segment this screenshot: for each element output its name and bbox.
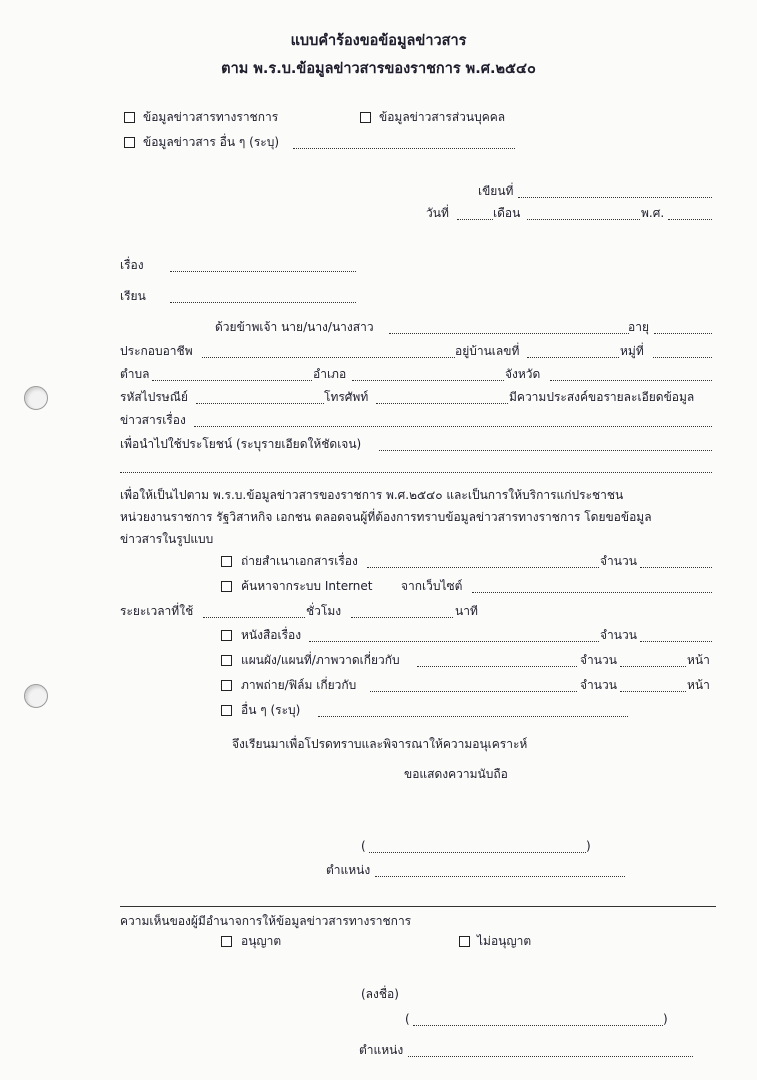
deny-label: ไม่อนุญาต (477, 934, 532, 948)
website-field[interactable] (472, 591, 712, 593)
phone-label: โทรศัพท์ (324, 390, 369, 404)
applicant-name-field[interactable] (389, 332, 629, 334)
minutes-label: นาที (455, 604, 478, 618)
internet-checkbox[interactable] (221, 581, 232, 592)
occupation-label: ประกอบอาชีพ (120, 344, 193, 358)
other-format-field[interactable] (318, 715, 628, 717)
written-at-field[interactable] (518, 196, 712, 198)
duration-minutes-field[interactable] (351, 616, 453, 618)
duration-label: ระยะเวลาที่ใช้ (120, 604, 194, 618)
tambon-label: ตำบล (120, 367, 150, 381)
section-divider (120, 906, 716, 907)
age-label: อายุ (628, 320, 649, 334)
month-field[interactable] (527, 218, 640, 220)
map-amount-label: จำนวน (580, 653, 617, 667)
other-format-checkbox[interactable] (221, 705, 232, 716)
tambon-field[interactable] (152, 379, 312, 381)
paragraph-line3: ข่าวสารในรูปแบบ (120, 532, 214, 546)
other-info-label: ข้อมูลข่าวสาร อื่น ๆ (ระบุ) (143, 135, 280, 149)
postcode-label: รหัสไปรษณีย์ (120, 390, 188, 404)
deny-checkbox[interactable] (459, 936, 470, 947)
approver-paren-open: ( (405, 1012, 410, 1026)
copy-subject-field[interactable] (367, 566, 599, 568)
official-info-checkbox[interactable] (124, 112, 135, 123)
moo-label: หมู่ที่ (620, 344, 644, 358)
year-label: พ.ศ. (641, 206, 665, 220)
website-label: จากเว็บไซต์ (401, 579, 463, 593)
paragraph-line1: เพื่อให้เป็นไปตาม พ.ร.บ.ข้อมูลข่าวสารของราชการ พ.ศ.๒๕๔๐ และเป็นการให้บริการแก่ประชาชน (120, 488, 624, 502)
phone-field[interactable] (376, 402, 508, 404)
hours-label: ชั่วโมง (306, 604, 342, 618)
occupation-field[interactable] (202, 356, 455, 358)
map-label: แผนผัง/แผนที่/ภาพวาดเกี่ยวกับ (241, 653, 400, 667)
photo-checkbox[interactable] (221, 680, 232, 691)
signature-paren-open: ( (361, 839, 366, 853)
closing-request: จึงเรียนมาเพื่อโปรดทราบและพิจารณาให้ความอนุเคราะห์ (232, 737, 528, 751)
punch-hole-top (24, 386, 48, 410)
approver-name-field[interactable] (413, 1024, 663, 1026)
photo-subject-field[interactable] (370, 690, 577, 692)
house-no-field[interactable] (527, 356, 619, 358)
month-label: เดือน (493, 206, 521, 220)
form-title: แบบคำร้องขอข้อมูลข่าวสาร (290, 33, 467, 49)
book-checkbox[interactable] (221, 630, 232, 641)
postcode-field[interactable] (196, 402, 324, 404)
copy-amount-field[interactable] (640, 566, 712, 568)
copy-amount-label: จำนวน (600, 554, 637, 568)
other-info-field[interactable] (293, 147, 515, 149)
province-field[interactable] (550, 379, 712, 381)
official-info-label: ข้อมูลข่าวสารทางราชการ (143, 110, 279, 124)
amphoe-field[interactable] (352, 379, 504, 381)
signature-paren-close: ) (586, 839, 591, 853)
signature-name-field[interactable] (369, 851, 586, 853)
year-field[interactable] (668, 218, 712, 220)
book-label: หนังสือเรื่อง (241, 628, 302, 642)
moo-field[interactable] (653, 356, 712, 358)
approver-position-label: ตำแหน่ง (359, 1043, 404, 1057)
house-no-label: อยู่บ้านเลขที่ (455, 344, 520, 358)
date-label: วันที่ (426, 206, 449, 220)
punch-hole-bottom (24, 684, 48, 708)
approve-label: อนุญาต (241, 934, 282, 948)
photo-amount-field[interactable] (620, 690, 686, 692)
internet-label: ค้นหาจากระบบ Internet (241, 579, 373, 593)
approve-checkbox[interactable] (221, 936, 232, 947)
map-amount-field[interactable] (620, 665, 686, 667)
age-field[interactable] (654, 332, 712, 334)
book-amount-field[interactable] (640, 640, 712, 642)
photo-amount-label: จำนวน (580, 678, 617, 692)
other-info-checkbox[interactable] (124, 137, 135, 148)
duration-hours-field[interactable] (203, 616, 305, 618)
subject-label: เรื่อง (120, 258, 144, 272)
info-subject-field[interactable] (194, 425, 712, 427)
paragraph-line2: หน่วยงานราชการ รัฐวิสาหกิจ เอกชน ตลอดจนผู้ที่ต้องการทราบข้อมูลข่าวสารทางราชการ โดยขอข้อมูล (120, 510, 652, 524)
purpose-field[interactable] (379, 449, 712, 451)
map-subject-field[interactable] (417, 665, 577, 667)
purpose-field-line2[interactable] (120, 471, 712, 473)
to-field[interactable] (170, 301, 356, 303)
other-format-label: อื่น ๆ (ระบุ) (241, 703, 301, 717)
amphoe-label: อำเภอ (313, 367, 347, 381)
approval-heading: ความเห็นของผู้มีอำนาจการให้ข้อมูลข่าวสารทางราชการ (120, 914, 412, 928)
approver-paren-close: ) (663, 1012, 668, 1026)
form-subtitle: ตาม พ.ร.บ.ข้อมูลข่าวสารของราชการ พ.ศ.๒๕๔๐ (221, 61, 536, 77)
approver-position-field[interactable] (408, 1055, 693, 1057)
info-subject-label: ข่าวสารเรื่อง (120, 413, 186, 427)
book-subject-field[interactable] (309, 640, 599, 642)
personal-info-label: ข้อมูลข่าวสารส่วนบุคคล (379, 110, 506, 124)
signature-position-field[interactable] (375, 875, 625, 877)
copy-checkbox[interactable] (221, 556, 232, 567)
book-amount-label: จำนวน (600, 628, 637, 642)
personal-info-checkbox[interactable] (360, 112, 371, 123)
written-at-label: เขียนที่ (478, 184, 514, 198)
copy-label: ถ่ายสำเนาเอกสารเรื่อง (241, 554, 358, 568)
approver-signed-label: (ลงชื่อ) (361, 987, 399, 1001)
closing-regards: ขอแสดงความนับถือ (404, 767, 508, 781)
photo-label: ภาพถ่าย/ฟิล์ม เกี่ยวกับ (241, 678, 357, 692)
photo-page-label: หน้า (687, 678, 710, 692)
signature-position-label: ตำแหน่ง (326, 863, 371, 877)
applicant-intro-label: ด้วยข้าพเจ้า นาย/นาง/นางสาว (215, 320, 374, 334)
purpose-label: เพื่อนำไปใช้ประโยชน์ (ระบุรายเอียดให้ชัดเจน) (120, 437, 362, 451)
subject-field[interactable] (170, 270, 356, 272)
province-label: จังหวัด (505, 367, 541, 381)
date-field[interactable] (457, 218, 493, 220)
map-checkbox[interactable] (221, 655, 232, 666)
request-label: มีความประสงค์ขอรายละเอียดข้อมูล (509, 390, 695, 404)
to-label: เรียน (120, 289, 146, 303)
map-page-label: หน้า (687, 653, 710, 667)
